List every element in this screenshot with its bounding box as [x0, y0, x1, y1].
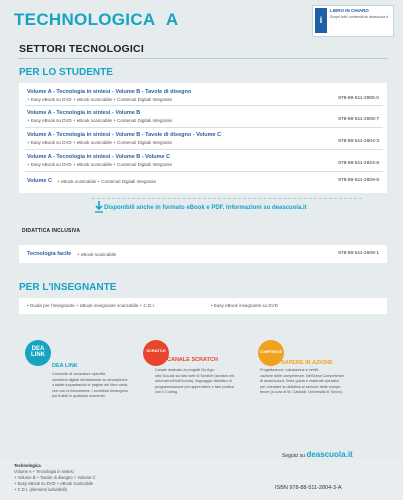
- volume-desc: + Easy eBook su DVD + eBook scaricabile + Contenuti Digitali Integrativi: [27, 162, 172, 167]
- page-title: [14, 10, 178, 30]
- volume-desc: + eBook scaricabile + Contenuti Digitali Integrativi: [57, 178, 157, 184]
- volume-desc: + Easy eBook su DVD + eBook scaricabile + Contenuti Digitali Integrativi: [27, 140, 172, 145]
- footer-line: Technologica: [14, 463, 41, 468]
- feature-text: [260, 368, 344, 396]
- feature-line: cee con la fotocamera. I contributi rimangono: [52, 388, 128, 393]
- libro-in-chiaro-badge: [312, 5, 394, 37]
- volume-title: Volume C: [27, 178, 52, 184]
- footer-isbn: ISBN 978-88-511-2804-3-A: [275, 485, 342, 491]
- feature-line: Progettazione, valutazione e certifi-: [260, 368, 320, 372]
- download-icon: [94, 200, 104, 214]
- volume-isbn: 978-88-511-2805-0: [338, 96, 379, 101]
- scratch-icon: [143, 340, 169, 366]
- didattica-box: [19, 245, 387, 263]
- volume-title: Volume A - Tecnologia in sintesi - Volume B - Tavole di disegno - Volume C: [27, 132, 222, 138]
- download-note: Disponibili anche in formato eBook e PDF. Informazioni su deascuola.it: [104, 205, 307, 211]
- volume-isbn: 978-88-511-2806-7: [338, 117, 379, 122]
- seguici-prefix: Seguici su: [282, 453, 306, 459]
- dashed-divider: [92, 198, 362, 199]
- feature-line: stini Scuola sul sito web di Scratch (scratch.mit.: [155, 373, 235, 378]
- scratch-icon-label: SCRATCH: [146, 348, 166, 353]
- feature-line: con il Coding.: [155, 390, 179, 395]
- divider: [18, 58, 388, 59]
- footer-line: + Volume B + Tavole di disegno + Volume C: [14, 475, 96, 480]
- studente-heading: PER LO STUDENTE: [19, 67, 113, 78]
- insegnante-item: • Guida per l'insegnante + eBook insegnante scaricabile + C.D.I.: [27, 303, 156, 308]
- footer-line: + Easy eBook su DVD + eBook scaricabile: [14, 481, 94, 486]
- feature-line: Consente di consultare specifici: [52, 372, 106, 376]
- feature-line: programmazione per apprendere e fare pratica: [155, 384, 234, 389]
- volume-desc: + Easy eBook su DVD + eBook scaricabile + Contenuti Digitali Integrativi: [27, 118, 172, 123]
- volume-desc: + eBook scaricabile: [77, 251, 117, 257]
- feature-title: DEA LINK: [52, 363, 78, 369]
- feature-line: di deascuola.it, linee guida e materiali operativi: [260, 379, 339, 384]
- row-divider: [25, 127, 383, 128]
- footer: [0, 460, 403, 500]
- feature-text: [155, 368, 235, 396]
- feature-line: poi fruibili in qualsiasi momento.: [52, 394, 106, 399]
- row-divider: [25, 105, 383, 106]
- badge-title: LIBRO IN CHIARO: [330, 8, 369, 13]
- row-divider: [25, 149, 383, 150]
- competenze-icon-label: COMPETENZE: [259, 350, 283, 354]
- footer-line: Volume A + Tecnologia in sintesi: [14, 469, 74, 474]
- feature-title: CANALE SCRATCH: [167, 357, 218, 363]
- feature-line: edu/users/DeAScuola), linguaggio didattico di: [155, 379, 232, 384]
- footer-line: + C.D.I. (elementi indivisibili): [14, 487, 67, 492]
- volume-isbn: 978-88-511-2804-3: [338, 139, 379, 144]
- info-icon: i: [315, 8, 327, 33]
- volume-title: Volume A - Tecnologia in sintesi - Volume B: [27, 110, 141, 116]
- feature-line: tenze (a cura di M. Castoldi, Università di Torino).: [260, 390, 343, 395]
- feature-line: contributi digitali direttamente su smartphone: [52, 377, 128, 382]
- title-text: TECHNOLOGICA: [14, 10, 155, 29]
- subtitle: SETTORI TECNOLOGICI: [19, 43, 144, 55]
- feature-line: Canale dedicato ai progetti De Ago-: [155, 368, 215, 372]
- row-divider: [25, 171, 383, 172]
- insegnante-item: • Easy eBook insegnante su DVD: [211, 303, 278, 308]
- seguici: [282, 450, 353, 459]
- insegnante-box: [19, 298, 387, 314]
- volume-desc: + Easy eBook su DVD + eBook scaricabile + Contenuti Digitali Integrativi: [27, 97, 172, 102]
- studente-list: [19, 83, 387, 193]
- volume-isbn: 978-88-511-2924-8: [338, 161, 379, 166]
- volume-title: Tecnologia facile: [27, 251, 72, 257]
- volume-isbn: 978-88-511-2809-8: [338, 178, 379, 183]
- badge-text: Scopri tutti i contenuti su deascuola.it: [330, 15, 388, 19]
- feature-line: per orientare la didattica al servizio delle compe-: [260, 384, 342, 389]
- feature-text: [52, 372, 128, 400]
- dea-link-icon: [25, 340, 51, 366]
- dea-link-icon-label: DEA LINK: [31, 346, 45, 358]
- feature-line: cazione delle competenze. Nell'Area Competenze: [260, 373, 344, 378]
- seguici-site[interactable]: deascuola.it: [306, 450, 353, 459]
- volume-isbn: 978-88-511-2808-1: [338, 251, 379, 256]
- title-letter: A: [165, 10, 179, 29]
- didattica-heading: DIDATTICA INCLUSIVA: [22, 228, 81, 234]
- feature-title: SAPERE IN AZIONE: [281, 360, 333, 366]
- volume-title: Volume A - Tecnologia in sintesi - Volume B - Volume C: [27, 154, 171, 160]
- feature-line: o tablet inquadrando le pagine del libro carta-: [52, 383, 129, 388]
- volume-title: Volume A - Tecnologia in sintesi - Volume B - Tavole di disegno: [27, 89, 192, 95]
- insegnante-heading: PER L'INSEGNANTE: [19, 282, 117, 293]
